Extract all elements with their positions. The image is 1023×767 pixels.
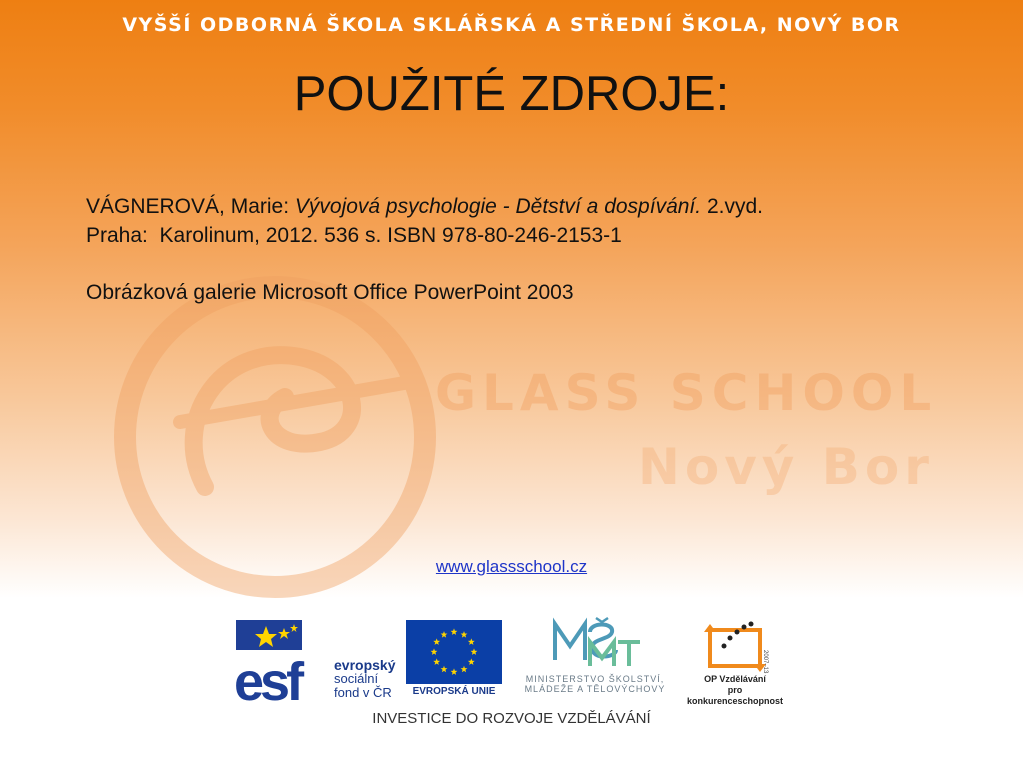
partner-logos: [236, 616, 796, 706]
eu-star-icon: [431, 648, 438, 655]
school-header: VYŠŠÍ ODBORNÁ ŠKOLA SKLÁŘSKÁ A STŘEDNÍ ŠKOLA, NOVÝ BOR: [122, 14, 901, 36]
ref1-book-title: Vývojová psychologie - Dětství a dospívání.: [294, 195, 702, 218]
eu-label: EVROPSKÁ UNIE: [412, 686, 496, 697]
eu-star-icon: [461, 631, 468, 638]
ref1-edition: 2.vyd.: [701, 195, 763, 218]
svg-text:2007–13: 2007–13: [762, 650, 768, 674]
eu-flag-icon: [406, 620, 502, 684]
op-mark-icon: [680, 616, 790, 674]
esf-logo: [236, 620, 401, 702]
eu-star-icon: [468, 658, 475, 665]
esf-text: [334, 658, 395, 700]
reference-2: Obrázková galerie Microsoft Office PowerPoint 2003: [86, 281, 574, 304]
msmt-logo: [510, 616, 680, 706]
eu-stars-icon: [406, 620, 502, 684]
eu-star-icon: [471, 648, 478, 655]
eu-logo: [406, 620, 502, 702]
watermark-line1: GLASS SCHOOL: [435, 364, 938, 422]
eu-star-icon: [441, 631, 448, 638]
msmt-label-line2: MLÁDEŽE A TĚLOVÝCHOVY: [524, 684, 666, 694]
eu-star-icon: [433, 638, 440, 645]
svg-text:esf: esf: [236, 652, 301, 702]
eu-star-icon: [461, 666, 468, 673]
investice-text: INVESTICE DO ROZVOJE VZDĚLÁVÁNÍ: [372, 710, 651, 727]
op-logo: [680, 616, 790, 706]
esf-mark-icon: [236, 620, 334, 702]
esf-line1: evropský: [334, 657, 396, 673]
eu-star-icon: [433, 658, 440, 665]
msmt-label-line1: MINISTERSTVO ŠKOLSTVÍ,: [525, 674, 665, 684]
msmt-mark-icon: [510, 616, 680, 674]
eu-star-icon: [468, 638, 475, 645]
watermark-line2: Nový Bor: [638, 438, 934, 496]
watermark-circle-icon: [125, 287, 425, 587]
op-label-line1: OP Vzdělávání: [704, 674, 766, 684]
website-link[interactable]: www.glassschool.cz: [435, 557, 588, 576]
msmt-label: [510, 674, 680, 694]
op-label: [680, 674, 790, 707]
reference-1: [86, 192, 966, 221]
esf-line3: fond v ČR: [334, 685, 392, 700]
esf-line2: sociální: [334, 671, 379, 686]
op-label-line2: pro konkurenceschopnost: [686, 685, 784, 706]
eu-star-icon: [451, 668, 458, 675]
references-block: [86, 192, 966, 307]
reference-1-line2: Praha: Karolinum, 2012. 536 s. ISBN 978-80-246-2153-1: [86, 224, 622, 247]
eu-star-icon: [441, 666, 448, 673]
ref1-author: VÁGNEROVÁ, Marie:: [86, 195, 295, 218]
glass-school-watermark: [110, 272, 940, 602]
slide-title: POUŽITÉ ZDROJE:: [293, 67, 730, 121]
eu-star-icon: [451, 628, 458, 635]
